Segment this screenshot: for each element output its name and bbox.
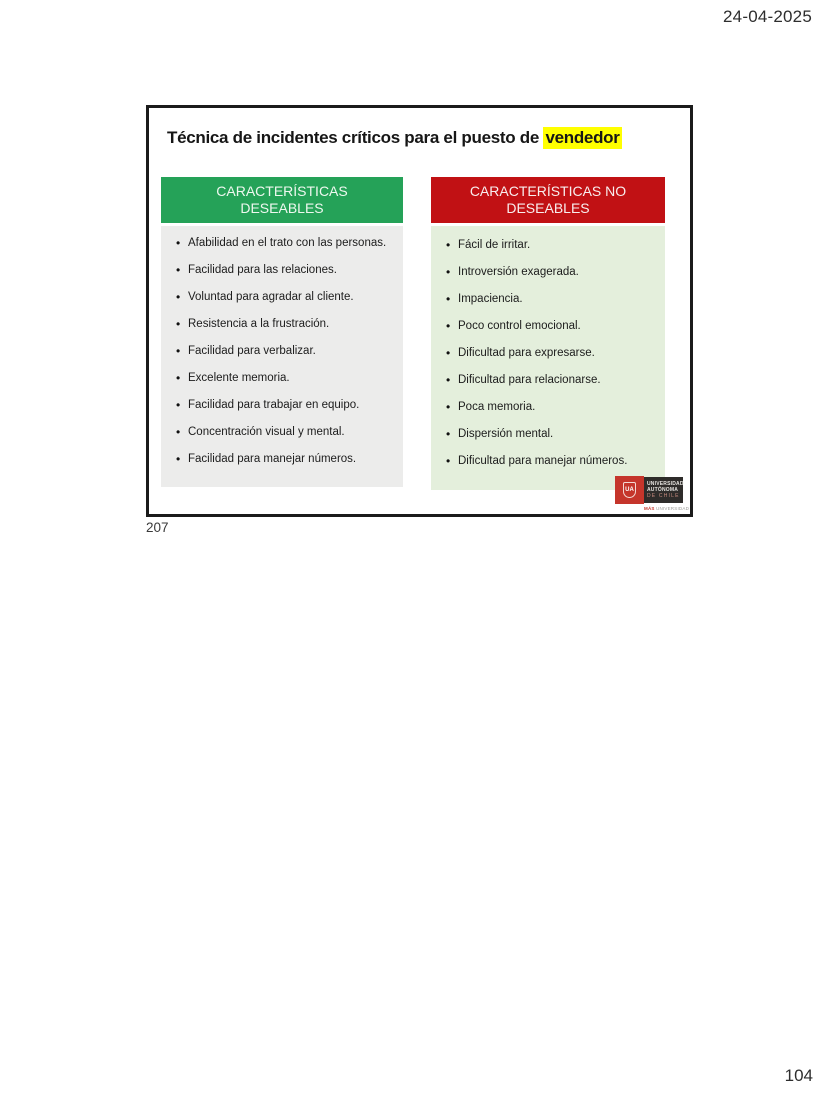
- desirable-header: CARACTERÍSTICAS DESEABLES: [161, 177, 403, 223]
- desirable-list-item: • Resistencia a la frustración.: [176, 317, 397, 331]
- column-undesirable: [431, 177, 665, 490]
- desirable-list-item: • Afabilidad en el trato con las personas.: [176, 236, 397, 250]
- undesirable-list-item: • Poco control emocional.: [446, 319, 659, 333]
- desirable-list-item: • Voluntad para agradar al cliente.: [176, 290, 397, 304]
- desirable-list-item: • Facilidad para verbalizar.: [176, 344, 397, 358]
- university-logo-text: [644, 477, 683, 503]
- slide-frame: [146, 105, 693, 517]
- undesirable-list-item: • Dificultad para relacionarse.: [446, 373, 659, 387]
- university-logo-tagline: [644, 506, 690, 511]
- undesirable-list-item: • Dificultad para manejar números.: [446, 454, 659, 468]
- page-date: 24-04-2025: [723, 7, 812, 26]
- undesirable-list-item: • Dificultad para expresarse.: [446, 346, 659, 360]
- desirable-list-item: • Facilidad para trabajar en equipo.: [176, 398, 397, 412]
- slide-title-highlight: vendedor: [545, 128, 620, 147]
- university-logo-row: [615, 476, 683, 504]
- column-desirable: [161, 177, 403, 490]
- logo-line-1: UNIVERSIDAD: [647, 481, 684, 487]
- undesirable-list-item: • Fácil de irritar.: [446, 238, 659, 252]
- undesirable-header: CARACTERÍSTICAS NO DESEABLES: [431, 177, 665, 223]
- undesirable-list-item: • Introversión exagerada.: [446, 265, 659, 279]
- desirable-list-item: • Excelente memoria.: [176, 371, 397, 385]
- desirable-list: [161, 226, 403, 487]
- tagline-rest: UNIVERSIDAD: [654, 506, 690, 511]
- desirable-list-item: • Concentración visual y mental.: [176, 425, 397, 439]
- undesirable-list-item: • Dispersión mental.: [446, 427, 659, 441]
- desirable-list-item: • Facilidad para las relaciones.: [176, 263, 397, 277]
- undesirable-list: [431, 226, 665, 490]
- desirable-list-item: • Facilidad para manejar números.: [176, 452, 397, 466]
- logo-line-3: DE CHILE: [647, 493, 680, 499]
- undesirable-list-item: • Poca memoria.: [446, 400, 659, 414]
- comparison-columns: [161, 177, 665, 490]
- slide-title: [167, 128, 679, 148]
- slide-number: 207: [146, 520, 169, 535]
- tagline-accent: MÁS: [644, 506, 655, 511]
- shield-icon: [615, 476, 644, 504]
- undesirable-list-item: • Impaciencia.: [446, 292, 659, 306]
- logo-line-2: AUTÓNOMA: [647, 487, 679, 493]
- page-number: 104: [784, 1066, 813, 1085]
- university-logo: [615, 476, 690, 511]
- slide-title-text: Técnica de incidentes críticos para el puesto de: [167, 128, 544, 147]
- shield-monogram: UA: [623, 482, 636, 498]
